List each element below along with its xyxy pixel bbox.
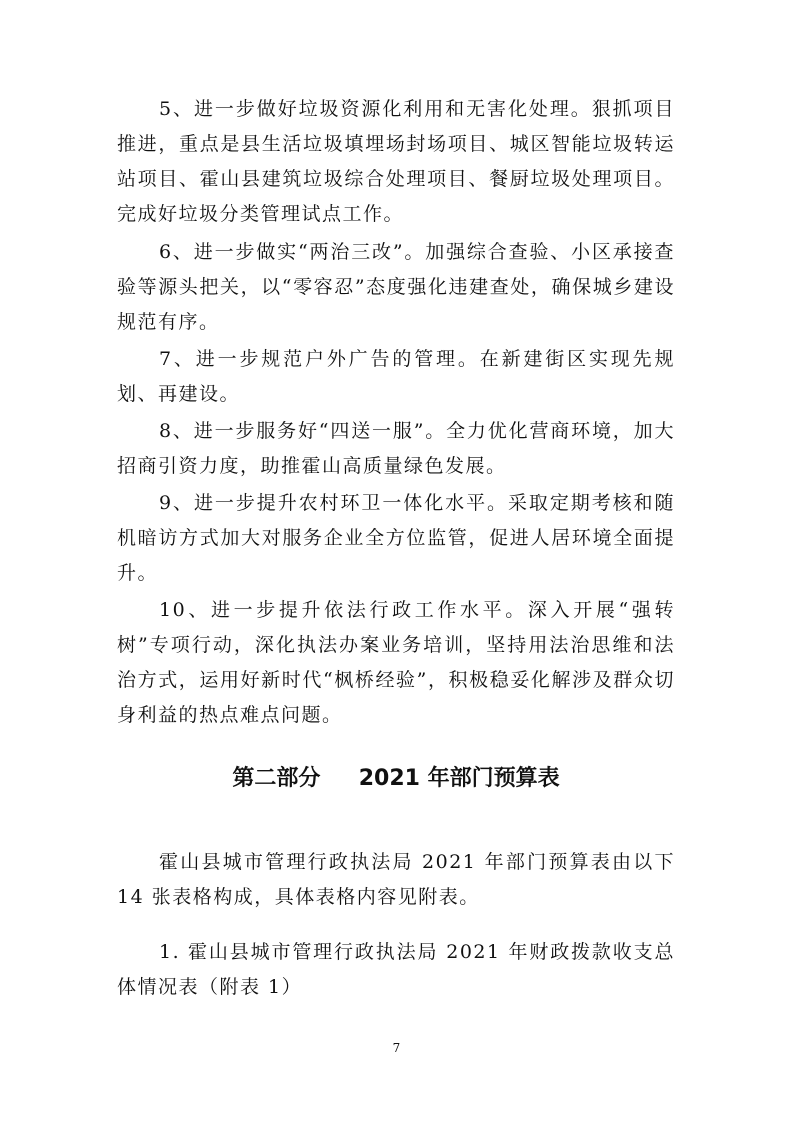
paragraph-item-7: 7、进一步规范户外广告的管理。在新建街区实现先规划、再建设。 bbox=[117, 348, 675, 405]
page-number: 7 bbox=[392, 1041, 401, 1055]
paragraph-item-9: 9、进一步提升农村环卫一体化水平。采取定期考核和随机暗访方式加大对服务企业全方位监管，促进人居环境全面提升。 bbox=[117, 492, 675, 584]
paragraph-item-10: 10、进一步提升依法行政工作水平。深入开展“强转树”专项行动，深化执法办案业务培训，坚持用法治思维和法治方式，运用好新时代“枫桥经验”，积极稳妥化解涉及群众切身利益的热点难点问题。 bbox=[117, 599, 675, 726]
section-title: 第二部分 2021 年部门预算表 bbox=[232, 766, 560, 791]
section-intro-paragraph: 霍山县城市管理行政执法局 2021 年部门预算表由以下 14 张表格构成，具体表格内容见附表。 bbox=[117, 851, 675, 908]
table-list-item-1: 1. 霍山县城市管理行政执法局 2021 年财政拨款收支总体情况表（附表 1） bbox=[117, 941, 675, 998]
paragraph-item-6: 6、进一步做实“两治三改”。加强综合查验、小区承接查验等源头把关，以“零容忍”态度强化违建查处，确保城乡建设规范有序。 bbox=[117, 241, 675, 333]
paragraph-item-5: 5、进一步做好垃圾资源化利用和无害化处理。狠抓项目推进，重点是县生活垃圾填埋场封场项目、城区智能垃圾转运站项目、霍山县建筑垃圾综合处理项目、餐厨垃圾处理项目。完成好垃圾分类管理试点工作。 bbox=[117, 98, 675, 225]
paragraph-item-8: 8、进一步服务好“四送一服”。全力优化营商环境，加大招商引资力度，助推霍山高质量绿色发展。 bbox=[117, 420, 675, 477]
